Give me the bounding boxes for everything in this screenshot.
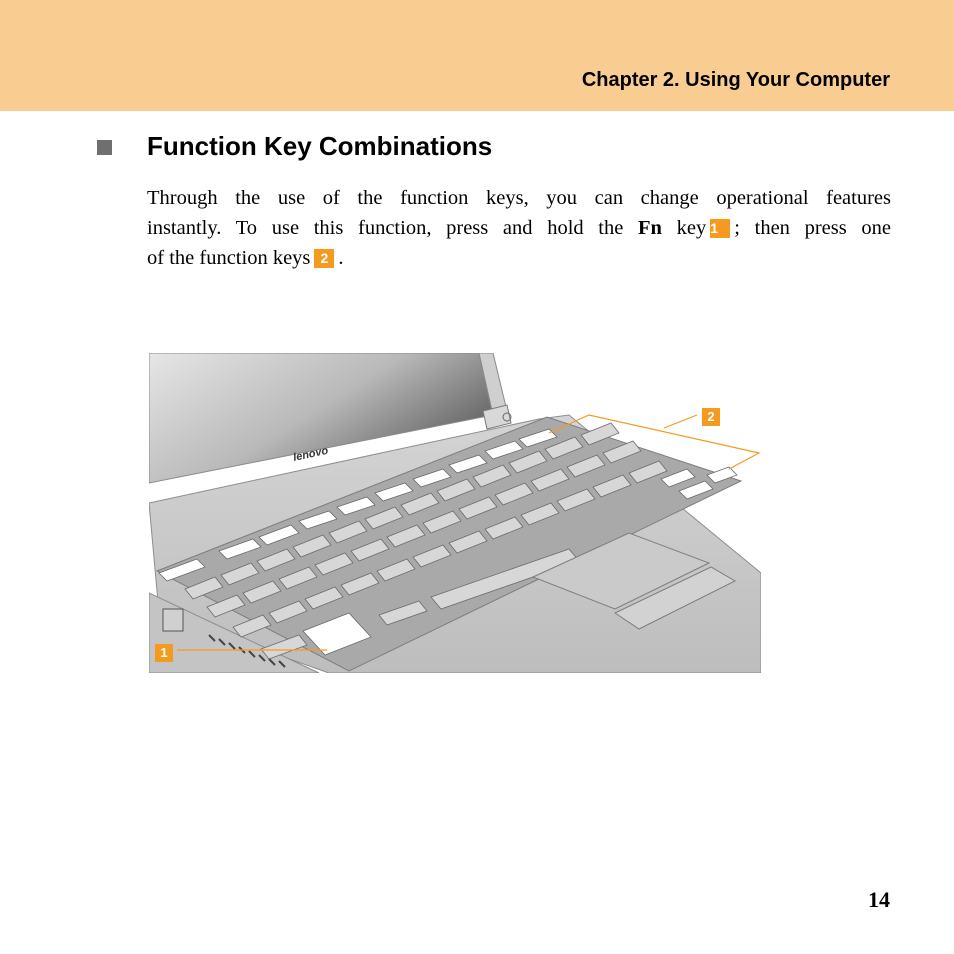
paragraph-line-2 xyxy=(147,213,891,243)
paragraph-text: instantly. To use this function, press and hold the xyxy=(147,217,624,239)
laptop-illustration xyxy=(149,353,761,673)
header-band xyxy=(0,0,954,111)
vga-port xyxy=(163,609,183,631)
chapter-title: Chapter 2. Using Your Computer xyxy=(581,69,890,91)
callout-badge-2: 2 xyxy=(314,249,334,268)
page-number: 14 xyxy=(868,887,890,912)
paragraph-text: . xyxy=(338,247,344,269)
callout-1: 1 xyxy=(155,644,173,662)
section-bullet-icon xyxy=(97,140,112,155)
paragraph-text: of the function keys xyxy=(147,247,311,269)
paragraph-line-3 xyxy=(147,243,891,273)
laptop-keyboard-figure xyxy=(149,353,761,673)
section-heading: Function Key Combinations xyxy=(147,131,493,161)
paragraph-line-1: Through the use of the function keys, you can change operational features xyxy=(147,187,891,209)
callout-badge-1: 1 xyxy=(710,219,730,238)
paragraph-text: ; then press one xyxy=(734,217,891,239)
callout-2: 2 xyxy=(702,408,720,426)
fn-key-label: Fn xyxy=(638,217,662,239)
paragraph-text: key xyxy=(676,217,707,239)
body-paragraph xyxy=(147,183,891,273)
lenovo-logo: lenovo xyxy=(292,444,330,464)
